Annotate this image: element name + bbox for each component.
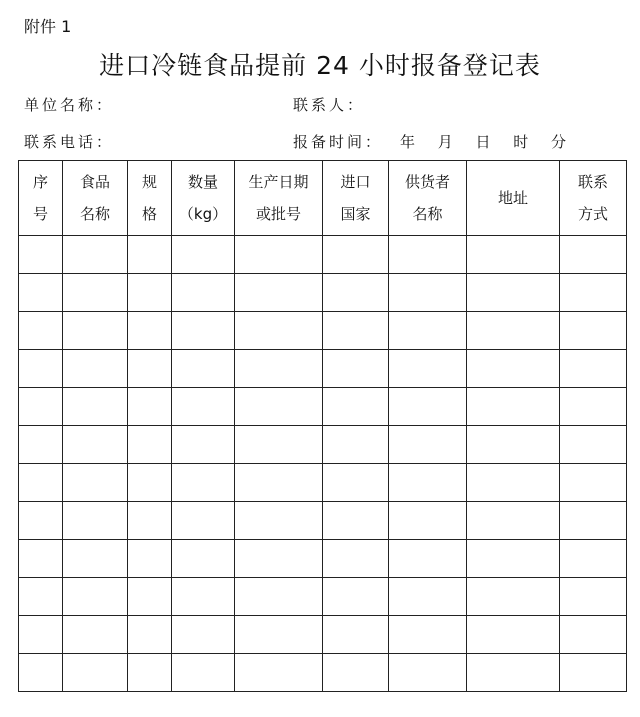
cell-quantity[interactable] [172, 616, 235, 654]
cell-supplier[interactable] [389, 502, 467, 540]
cell-production-date[interactable] [235, 426, 323, 464]
cell-supplier[interactable] [389, 388, 467, 426]
column-header-text: 地址 [497, 189, 528, 207]
cell-supplier[interactable] [389, 540, 467, 578]
cell-production-date[interactable] [235, 388, 323, 426]
cell-production-date[interactable] [235, 540, 323, 578]
cell-contact-method[interactable] [560, 426, 627, 464]
column-header-spec [128, 161, 172, 236]
column-header-import-country [323, 161, 389, 236]
attachment-label: 附件 1 [24, 17, 72, 36]
page-title: 进口冷链食品提前 24 小时报备登记表 [99, 51, 541, 80]
cell-spec[interactable] [128, 654, 172, 692]
column-header-index [19, 161, 63, 236]
cell-address[interactable] [467, 350, 560, 388]
cell-contact-method[interactable] [560, 350, 627, 388]
column-header-text: （kg） [178, 205, 228, 223]
cell-food-name[interactable] [63, 350, 128, 388]
cell-supplier[interactable] [389, 312, 467, 350]
cell-contact-method[interactable] [560, 616, 627, 654]
cell-food-name[interactable] [63, 464, 128, 502]
cell-production-date[interactable] [235, 350, 323, 388]
cell-supplier[interactable] [389, 274, 467, 312]
cell-import-country[interactable] [323, 540, 389, 578]
cell-food-name[interactable] [63, 654, 128, 692]
cell-address[interactable] [467, 274, 560, 312]
cell-spec[interactable] [128, 502, 172, 540]
cell-spec[interactable] [128, 274, 172, 312]
cell-supplier[interactable] [389, 350, 467, 388]
column-header-supplier [389, 161, 467, 236]
cell-production-date[interactable] [235, 236, 323, 274]
cell-food-name[interactable] [63, 426, 128, 464]
cell-food-name[interactable] [63, 502, 128, 540]
cell-food-name[interactable] [63, 578, 128, 616]
cell-contact-method[interactable] [560, 540, 627, 578]
cell-spec[interactable] [128, 616, 172, 654]
cell-spec[interactable] [128, 312, 172, 350]
cell-address[interactable] [467, 654, 560, 692]
cell-supplier[interactable] [389, 616, 467, 654]
column-header-text: 数量 [187, 173, 218, 191]
cell-import-country[interactable] [323, 388, 389, 426]
cell-contact-method[interactable] [560, 578, 627, 616]
cell-index[interactable] [19, 464, 63, 502]
cell-contact-method[interactable] [560, 236, 627, 274]
time-unit-hour: 时 [513, 133, 529, 151]
column-header-text: 名称 [412, 205, 443, 223]
cell-contact-method[interactable] [560, 388, 627, 426]
cell-index[interactable] [19, 388, 63, 426]
cell-address[interactable] [467, 540, 560, 578]
column-header-production-date [235, 161, 323, 236]
cell-production-date[interactable] [235, 312, 323, 350]
cell-spec[interactable] [128, 350, 172, 388]
cell-contact-method[interactable] [560, 654, 627, 692]
cell-supplier[interactable] [389, 578, 467, 616]
cell-production-date[interactable] [235, 464, 323, 502]
column-header-address [467, 161, 560, 236]
time-unit-minute: 分 [550, 133, 566, 151]
table-header [19, 161, 627, 236]
cell-address[interactable] [467, 236, 560, 274]
cell-quantity[interactable] [172, 236, 235, 274]
cell-index[interactable] [19, 312, 63, 350]
cell-food-name[interactable] [63, 274, 128, 312]
cell-supplier[interactable] [389, 654, 467, 692]
table-row [19, 388, 627, 426]
cell-food-name[interactable] [63, 616, 128, 654]
column-header-text: 号 [32, 205, 48, 223]
column-header-quantity [172, 161, 235, 236]
cell-address[interactable] [467, 312, 560, 350]
cell-spec[interactable] [128, 426, 172, 464]
unit-name-label: 单位名称： [24, 96, 115, 114]
column-header-text: 联系 [577, 173, 608, 191]
cell-index[interactable] [19, 502, 63, 540]
column-header-text: 名称 [79, 205, 110, 223]
table-body [19, 236, 627, 692]
cell-address[interactable] [467, 502, 560, 540]
cell-import-country[interactable] [323, 236, 389, 274]
cell-index[interactable] [19, 426, 63, 464]
cell-contact-method[interactable] [560, 502, 627, 540]
cell-spec[interactable] [128, 540, 172, 578]
cell-spec[interactable] [128, 464, 172, 502]
cell-production-date[interactable] [235, 616, 323, 654]
time-unit-year: 年 [400, 133, 416, 151]
cell-index[interactable] [19, 274, 63, 312]
column-header-text: 或批号 [255, 205, 301, 223]
report-time-units [400, 131, 566, 152]
contact-person-label: 联系人： [293, 96, 366, 114]
cell-import-country[interactable] [323, 426, 389, 464]
cell-index[interactable] [19, 540, 63, 578]
cell-quantity[interactable] [172, 274, 235, 312]
table-row [19, 426, 627, 464]
table-row [19, 236, 627, 274]
table-row [19, 464, 627, 502]
time-unit-month: 月 [437, 133, 453, 151]
cell-contact-method[interactable] [560, 274, 627, 312]
phone-label: 联系电话： [24, 133, 115, 151]
cell-import-country[interactable] [323, 616, 389, 654]
cell-quantity[interactable] [172, 654, 235, 692]
cell-spec[interactable] [128, 236, 172, 274]
table-row [19, 540, 627, 578]
cell-import-country[interactable] [323, 502, 389, 540]
cell-quantity[interactable] [172, 540, 235, 578]
table-row [19, 502, 627, 540]
cell-food-name[interactable] [63, 540, 128, 578]
cell-production-date[interactable] [235, 654, 323, 692]
column-header-text: 方式 [577, 205, 608, 223]
cell-quantity[interactable] [172, 464, 235, 502]
cell-address[interactable] [467, 426, 560, 464]
cell-import-country[interactable] [323, 312, 389, 350]
column-header-text: 食品 [79, 173, 110, 191]
column-header-text: 国家 [340, 205, 371, 223]
cell-contact-method[interactable] [560, 312, 627, 350]
column-header-text: 规 [141, 173, 157, 191]
table-row [19, 578, 627, 616]
cell-supplier[interactable] [389, 464, 467, 502]
cell-spec[interactable] [128, 578, 172, 616]
cell-index[interactable] [19, 236, 63, 274]
cell-food-name[interactable] [63, 388, 128, 426]
cell-address[interactable] [467, 464, 560, 502]
cell-import-country[interactable] [323, 578, 389, 616]
cell-import-country[interactable] [323, 654, 389, 692]
table-row [19, 274, 627, 312]
cell-import-country[interactable] [323, 350, 389, 388]
table-row [19, 654, 627, 692]
registration-table [18, 160, 627, 692]
column-header-text: 供货者 [404, 173, 450, 191]
column-header-contact-method [560, 161, 627, 236]
report-time-label: 报备时间： [293, 133, 384, 151]
column-header-text: 序 [32, 173, 48, 191]
cell-index[interactable] [19, 350, 63, 388]
header-row [19, 161, 627, 236]
column-header-text: 生产日期 [248, 173, 309, 191]
cell-spec[interactable] [128, 388, 172, 426]
cell-index[interactable] [19, 578, 63, 616]
column-header-text: 进口 [340, 173, 371, 191]
cell-quantity[interactable] [172, 578, 235, 616]
cell-quantity[interactable] [172, 502, 235, 540]
cell-address[interactable] [467, 388, 560, 426]
column-header-food-name [63, 161, 128, 236]
table-row [19, 350, 627, 388]
cell-production-date[interactable] [235, 578, 323, 616]
table-row [19, 312, 627, 350]
cell-address[interactable] [467, 578, 560, 616]
cell-address[interactable] [467, 616, 560, 654]
cell-quantity[interactable] [172, 350, 235, 388]
cell-production-date[interactable] [235, 502, 323, 540]
cell-supplier[interactable] [389, 236, 467, 274]
cell-supplier[interactable] [389, 426, 467, 464]
cell-index[interactable] [19, 616, 63, 654]
cell-import-country[interactable] [323, 464, 389, 502]
cell-index[interactable] [19, 654, 63, 692]
cell-quantity[interactable] [172, 388, 235, 426]
cell-production-date[interactable] [235, 274, 323, 312]
cell-quantity[interactable] [172, 312, 235, 350]
table-row [19, 616, 627, 654]
cell-import-country[interactable] [323, 274, 389, 312]
time-unit-day: 日 [475, 133, 491, 151]
column-header-text: 格 [141, 205, 157, 223]
cell-quantity[interactable] [172, 426, 235, 464]
cell-food-name[interactable] [63, 312, 128, 350]
cell-contact-method[interactable] [560, 464, 627, 502]
cell-food-name[interactable] [63, 236, 128, 274]
